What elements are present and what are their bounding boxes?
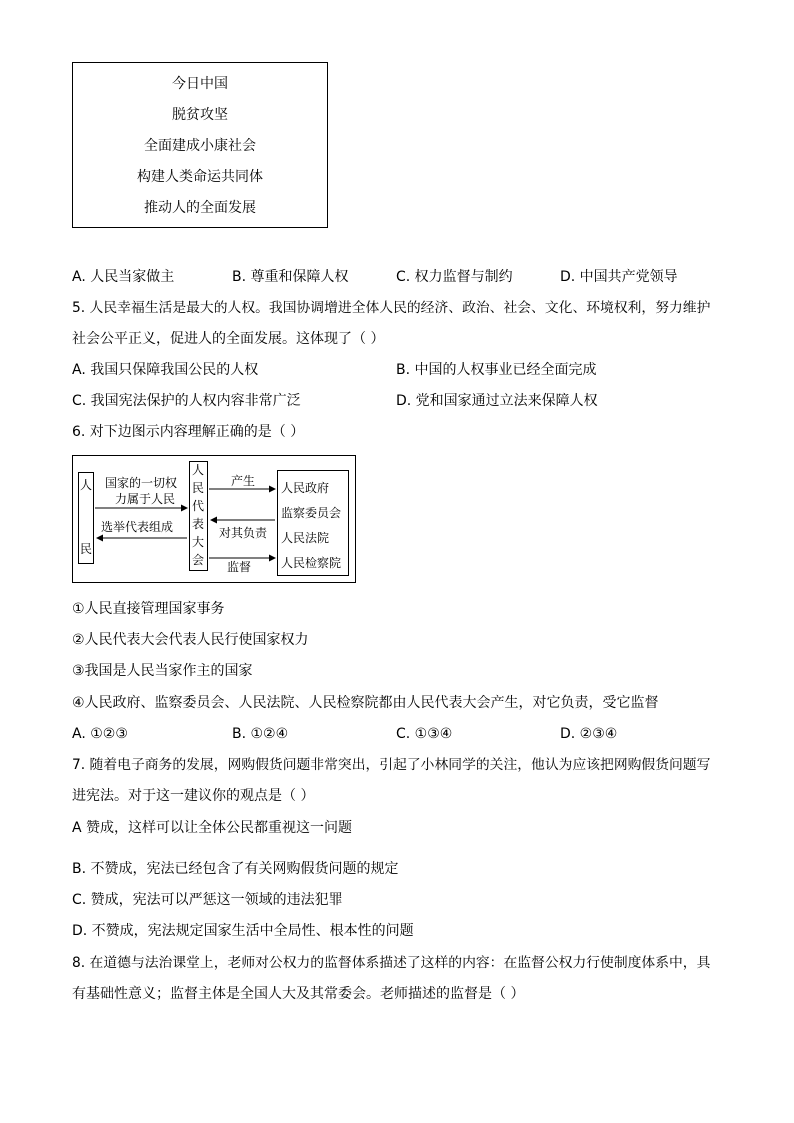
- people-char-top: 人: [79, 478, 92, 492]
- theme-line: 脱贫攻坚: [172, 107, 228, 123]
- q5-option-c: C. 我国宪法保护的人权内容非常广泛: [72, 393, 301, 409]
- power-label-line2: 力属于人民: [115, 492, 176, 506]
- diagram-arrows: [73, 456, 357, 584]
- q5-option-b: B. 中国的人权事业已经全面完成: [396, 362, 597, 378]
- npc-char: 人: [191, 463, 204, 477]
- q4-option-a: A. 人民当家做主: [72, 269, 175, 285]
- q7-option-d: D. 不赞成，宪法规定国家生活中全局性、根本性的问题: [72, 923, 414, 939]
- people-char-bottom: 民: [79, 542, 92, 556]
- organ-court: 人民法院: [281, 531, 330, 545]
- q4-option-c: C. 权力监督与制约: [396, 269, 513, 285]
- theme-box: [72, 62, 328, 228]
- q6-statement-3: ③我国是人民当家作主的国家: [72, 663, 253, 679]
- q4-option-d: D. 中国共产党领导: [560, 269, 678, 285]
- npc-char: 代: [191, 499, 204, 513]
- organ-government: 人民政府: [281, 481, 330, 495]
- q8-stem-line2: 有基础性意义；监督主体是全国人大及其常委会。老师描述的监督是（ ）: [72, 986, 525, 1002]
- q6-option-c: C. ①③④: [396, 726, 453, 742]
- q7-option-a: A 赞成，这样可以让全体公民都重视这一问题: [72, 820, 353, 836]
- theme-line: 构建人类命运共同体: [137, 169, 263, 185]
- q6-option-d: D. ②③④: [560, 726, 618, 742]
- q5-option-a: A. 我国只保障我国公民的人权: [72, 362, 259, 378]
- q6-diagram: [72, 455, 356, 583]
- q5-stem-line1: 5. 人民幸福生活是最大的人权。我国协调增进全体人民的经济、政治、社会、文化、环境权利，努力维护: [72, 300, 711, 316]
- organ-procuratorate: 人民检察院: [281, 556, 342, 570]
- q7-option-b: B. 不赞成，宪法已经包含了有关网购假货问题的规定: [72, 861, 399, 877]
- q6-statement-1: ①人民直接管理国家事务: [72, 601, 225, 617]
- q7-option-c: C. 赞成，宪法可以严惩这一领域的违法犯罪: [72, 892, 343, 908]
- produce-label: 产生: [231, 474, 256, 488]
- q5-option-d: D. 党和国家通过立法来保障人权: [396, 393, 598, 409]
- power-label-line1: 国家的一切权: [105, 476, 178, 490]
- q6-stem: 6. 对下边图示内容理解正确的是（ ）: [72, 424, 305, 440]
- npc-char: 会: [191, 553, 204, 567]
- q7-stem-line2: 进宪法。对于这一建议你的观点是（ ）: [72, 788, 315, 804]
- q4-option-b: B. 尊重和保障人权: [232, 269, 349, 285]
- theme-line: 全面建成小康社会: [144, 138, 256, 154]
- npc-char: 表: [191, 517, 204, 531]
- supervise-label: 监督: [227, 560, 252, 574]
- npc-char: 大: [191, 535, 204, 549]
- q7-stem-line1: 7. 随着电子商务的发展，网购假货问题非常突出，引起了小林同学的关注，他认为应该把网购假货问题写: [72, 757, 711, 773]
- npc-char: 民: [191, 481, 204, 495]
- elect-label: 选举代表组成: [101, 520, 174, 534]
- q5-stem-line2: 社会公平正义，促进人的全面发展。这体现了（ ）: [72, 331, 385, 347]
- organ-supervisory-commission: 监察委员会: [281, 506, 342, 520]
- theme-line: 推动人的全面发展: [144, 200, 256, 216]
- q8-stem-line1: 8. 在道德与法治课堂上，老师对公权力的监督体系描述了这样的内容：在监督公权力行使制度体系中，具: [72, 955, 711, 971]
- q6-statement-2: ②人民代表大会代表人民行使国家权力: [72, 632, 309, 648]
- responsible-label: 对其负责: [219, 526, 268, 540]
- q6-option-a: A. ①②③: [72, 726, 128, 742]
- q6-statement-4: ④人民政府、监察委员会、人民法院、人民检察院都由人民代表大会产生，对它负责，受它监督: [72, 695, 659, 711]
- q6-option-b: B. ①②④: [232, 726, 289, 742]
- theme-line: 今日中国: [172, 76, 228, 92]
